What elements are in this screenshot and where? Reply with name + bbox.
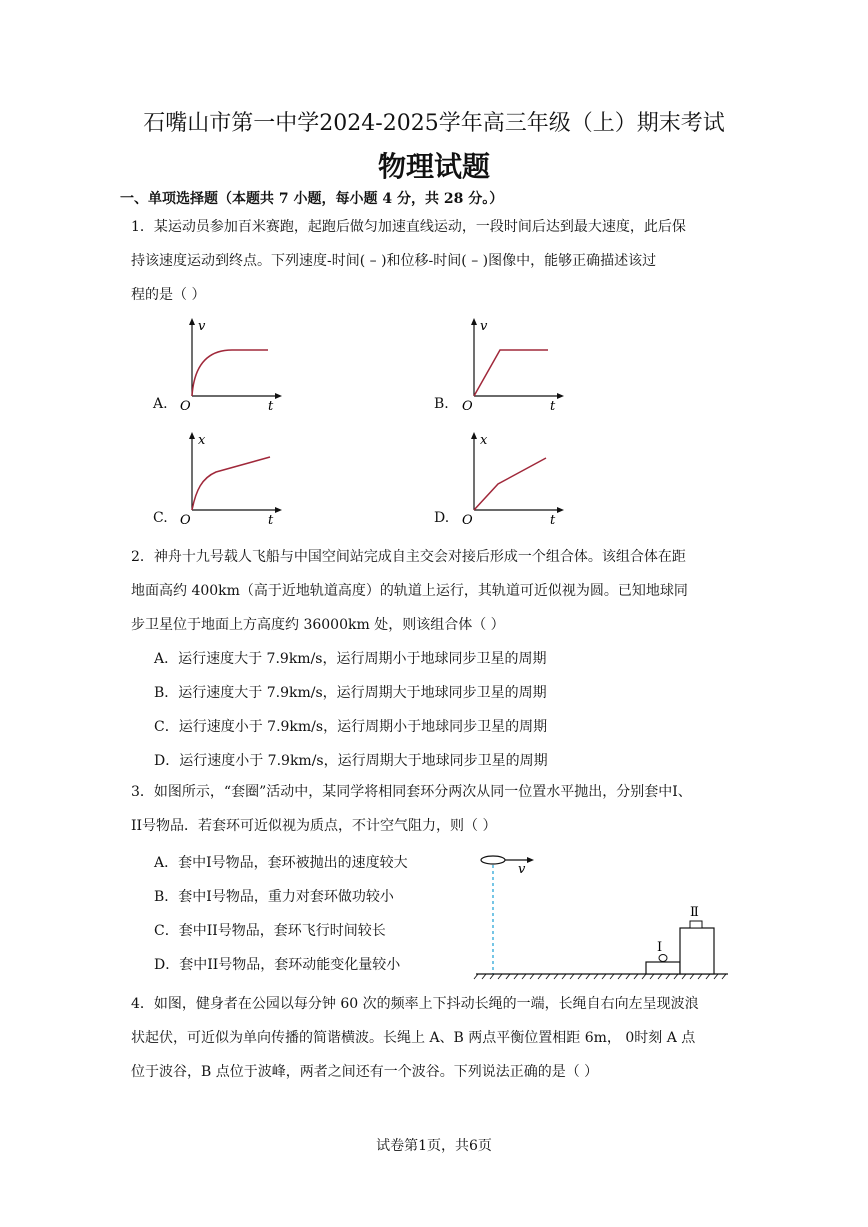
exam-title: 石嘴山市第一中学2024-2025学年高三年级（上）期末考试 xyxy=(143,111,725,136)
graph-b xyxy=(454,316,564,412)
q4-line: 状起伏，可近似为单向传播的简谐横波。长绳上 A、B 两点平衡位置相距 6m， 0时刻 A 点 xyxy=(131,1030,696,1046)
q1-line: 程的是（ ） xyxy=(131,287,206,303)
origin-label: O xyxy=(180,399,191,412)
axis-label: t xyxy=(268,513,274,526)
ring xyxy=(481,856,505,864)
q2-option-d: D．运行速度小于 7.9km/s，运行周期大于地球同步卫星的周期 xyxy=(154,753,548,769)
arrow-icon xyxy=(527,857,534,863)
q2-line: 地面高约 400km（高于近地轨道高度）的轨道上运行，其轨道可近似视为圆。已知地球同 xyxy=(131,583,688,599)
q3-option-a: A．套中I号物品，套环被抛出的速度较大 xyxy=(154,855,408,871)
graph-a xyxy=(172,316,282,412)
subject-title: 物理试题 xyxy=(377,150,490,183)
q3-line: II号物品．若套环可近似视为质点，不计空气阻力，则（ ） xyxy=(131,818,497,834)
q3-option-b: B．套中I号物品，重力对套环做功较小 xyxy=(154,889,394,905)
graph-d-label: D. xyxy=(434,510,450,526)
q2-option-c: C．运行速度小于 7.9km/s，运行周期小于地球同步卫星的周期 xyxy=(154,719,548,735)
q3-option-d: D．套中II号物品，套环动能变化量较小 xyxy=(154,957,401,973)
item-1-label: I xyxy=(657,940,663,955)
q3-line: 3．如图所示，“套圈”活动中，某同学将相同套环分两次从同一位置水平抛出，分别套中I、 xyxy=(131,784,692,800)
q1-line: 1．某运动员参加百米赛跑，起跑后做匀加速直线运动，一段时间后达到最大速度，此后保 xyxy=(131,219,686,235)
axis-label: x xyxy=(198,433,206,448)
q2-line: 2．神舟十九号载人飞船与中国空间站完成自主交会对接后形成一个组合体。该组合体在距 xyxy=(131,549,686,565)
axis-label: t xyxy=(268,399,274,412)
q1-line: 持该速度运动到终点。下列速度-时间( – )和位移-时间( – )图像中，能够正确描述该过 xyxy=(131,253,657,269)
q4-line: 4．如图，健身者在公园以每分钟 60 次的频率上下抖动长绳的一端，长绳自右向左呈现波浪 xyxy=(131,996,699,1012)
q2-option-b: B．运行速度大于 7.9km/s，运行周期大于地球同步卫星的周期 xyxy=(154,685,547,701)
platform-2 xyxy=(680,928,714,974)
ring-toss-figure xyxy=(466,848,736,984)
axis-label: x xyxy=(480,433,488,448)
item-2-label: Ⅱ xyxy=(690,905,699,920)
graph-d xyxy=(454,430,564,526)
item-1 xyxy=(659,955,667,962)
item-2 xyxy=(690,921,702,928)
page-footer: 试卷第1页，共6页 xyxy=(376,1138,492,1154)
q2-line: 步卫星位于地面上方高度约 36000km 处，则该组合体（ ） xyxy=(131,617,505,633)
graph-b-label: B. xyxy=(434,396,449,412)
axis-label: t xyxy=(550,513,556,526)
section-heading: 一、单项选择题（本题共 7 小题，每小题 4 分，共 28 分。） xyxy=(120,191,504,207)
q2-option-a: A．运行速度大于 7.9km/s，运行周期小于地球同步卫星的周期 xyxy=(154,651,547,667)
question-4 xyxy=(131,987,751,1089)
question-3 xyxy=(131,775,751,843)
graph-c-label: C. xyxy=(153,510,168,526)
origin-label: O xyxy=(462,399,473,412)
graph-a-label: A. xyxy=(153,396,168,412)
origin-label: O xyxy=(462,513,473,526)
axis-label: v xyxy=(198,319,206,334)
velocity-label: v xyxy=(518,862,526,877)
axis-label: v xyxy=(480,319,488,334)
q4-line: 位于波谷，B 点位于波峰，两者之间还有一个波谷。下列说法正确的是（ ） xyxy=(131,1064,599,1080)
platform-1 xyxy=(646,962,680,974)
origin-label: O xyxy=(180,513,191,526)
axis-label: t xyxy=(550,399,556,412)
graph-c xyxy=(172,430,282,526)
question-2 xyxy=(131,540,751,642)
q3-option-c: C．套中II号物品，套环飞行时间较长 xyxy=(154,923,386,939)
question-1 xyxy=(131,210,751,312)
